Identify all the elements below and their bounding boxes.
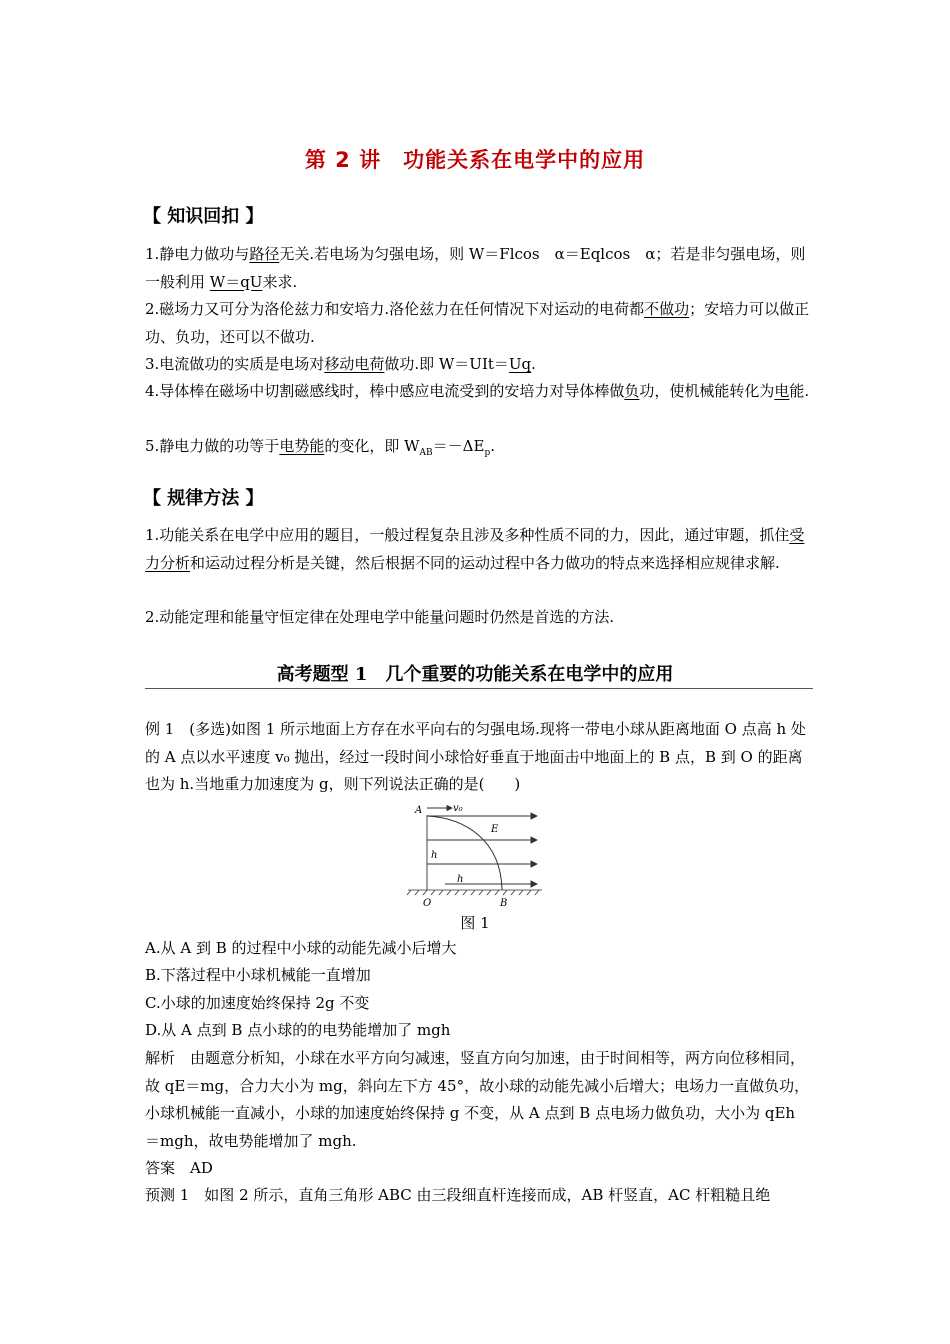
ground-hatch: [407, 890, 542, 895]
knowledge-item-2: [145, 296, 810, 351]
subscript: AB: [419, 448, 433, 458]
underlined-answer: 电势能: [279, 437, 325, 455]
label-point-a: A: [415, 805, 423, 816]
label-v0: v₀: [453, 803, 463, 814]
text-run: 无关.若电场为匀强电场，则 W＝Flcos α＝Eqlcos α；若是非匀强电场，则一般利用: [145, 245, 806, 291]
text-run: ；安培力可以做正功、负功，还可以不做功.: [145, 300, 810, 346]
text-run: 的变化，即 W: [324, 437, 420, 455]
prediction-question: 预测 1 如图 2 所示，直角三角形 ABC 由三段细直杆连接而成，AB 杆竖直，AC 杆粗糙且绝: [145, 1186, 771, 1204]
text-run: 能.: [789, 382, 810, 400]
text-run: 5.静电力做的功等于: [145, 437, 280, 455]
knowledge-item-5: [145, 433, 810, 468]
text-run: 功，使机械能转化为: [639, 382, 775, 400]
label-height-h: h: [431, 850, 438, 861]
underlined-answer: W＝qU: [209, 272, 263, 291]
text-run: 2.动能定理和能量守恒定律在处理电学中能量问题时仍然是首选的方法.: [145, 608, 615, 626]
analysis-text: 解析 由题意分析知，小球在水平方向匀减速，竖直方向匀加速，由于时间相等，两方向位移相同，故 qE＝mg，合力大小为 mg，斜向左下方 45°，故小球的动能先减小后增大；电场力一直做负功，小球机械能一直减小，小球的加速度始终保持 g 不变，从 A 点到 B 点电场力做负功，大小为 qEh＝mgh，故电势能增加了 mgh.: [145, 1049, 810, 1150]
figure-1-caption: 图 1: [460, 914, 490, 932]
page-title: 第 2 讲 功能关系在电学中的应用: [304, 148, 646, 172]
option-a: A.从 A 到 B 的过程中小球的动能先减小后增大: [145, 939, 457, 957]
text-run: 做功.即 W＝UIt＝: [384, 355, 509, 373]
option-b: B.下落过程中小球机械能一直增加: [145, 966, 371, 984]
text-run: 和运动过程分析是关键，然后根据不同的运动过程中各力做功的特点来选择相应规律求解.: [190, 553, 780, 572]
underlined-answer: 不做功: [644, 300, 690, 318]
knowledge-item-3: [145, 351, 810, 379]
underlined-answer: Uq: [508, 355, 532, 373]
section-heading-knowledge: 【 知识回扣 】: [143, 206, 264, 227]
label-field-e: E: [491, 824, 499, 835]
label-point-b: B: [500, 898, 508, 909]
underlined-answer: 电: [774, 382, 790, 400]
text-run: 来求.: [262, 272, 298, 291]
text-run: ＝－ΔE: [432, 437, 485, 455]
figure-1-diagram: [405, 800, 545, 910]
question-type-heading: 高考题型 1 几个重要的功能关系在电学中的应用: [276, 664, 674, 685]
heading-divider: [145, 688, 813, 689]
velocity-arrow: [427, 806, 452, 811]
underlined-answer: 受力分析: [145, 526, 805, 572]
text-run: 1.功能关系在电学中应用的题目，一般过程复杂且涉及多种性质不同的力，因此，通过审题，抓住: [145, 526, 790, 544]
method-item-2: [145, 604, 810, 632]
text-run: 3.电流做功的实质是电场对: [145, 355, 325, 373]
field-lines: [427, 813, 537, 887]
underlined-answer: 移动电荷: [324, 355, 385, 373]
underlined-answer: 负: [624, 382, 640, 400]
method-item-1: [145, 522, 810, 577]
answer-text: 答案 AD: [145, 1159, 213, 1177]
text-run: 2.磁场力又可分为洛伦兹力和安培力.洛伦兹力在任何情况下对运动的电荷都: [145, 300, 645, 318]
label-distance-h: h: [457, 874, 464, 885]
example-question: 例 1 (多选)如图 1 所示地面上方存在水平向右的匀强电场.现将一带电小球从距离地面 O 点高 h 处的 A 点以水平速度 v₀ 抛出，经过一段时间小球恰好垂直于地面击中地面上的 B 点，B 到 O 的距离也为 h.当地重力加速度为 g，则下列说法正确的是( ): [145, 720, 806, 793]
text-run: .: [531, 355, 536, 373]
option-c: C.小球的加速度始终保持 2g 不变: [145, 994, 370, 1012]
option-d: D.从 A 点到 B 点小球的的电势能增加了 mgh: [145, 1021, 451, 1039]
knowledge-item-1: [145, 241, 810, 296]
text-run: 4.导体棒在磁场中切割磁感线时，棒中感应电流受到的安培力对导体棒做: [145, 382, 625, 400]
section-heading-method: 【 规律方法 】: [143, 488, 264, 509]
text-run: .: [490, 437, 495, 455]
label-point-o: O: [423, 898, 432, 909]
underlined-answer: 路径: [249, 245, 280, 263]
subscript: p: [484, 448, 491, 458]
text-run: 1.静电力做功与: [145, 245, 250, 263]
knowledge-item-4: [145, 378, 810, 406]
